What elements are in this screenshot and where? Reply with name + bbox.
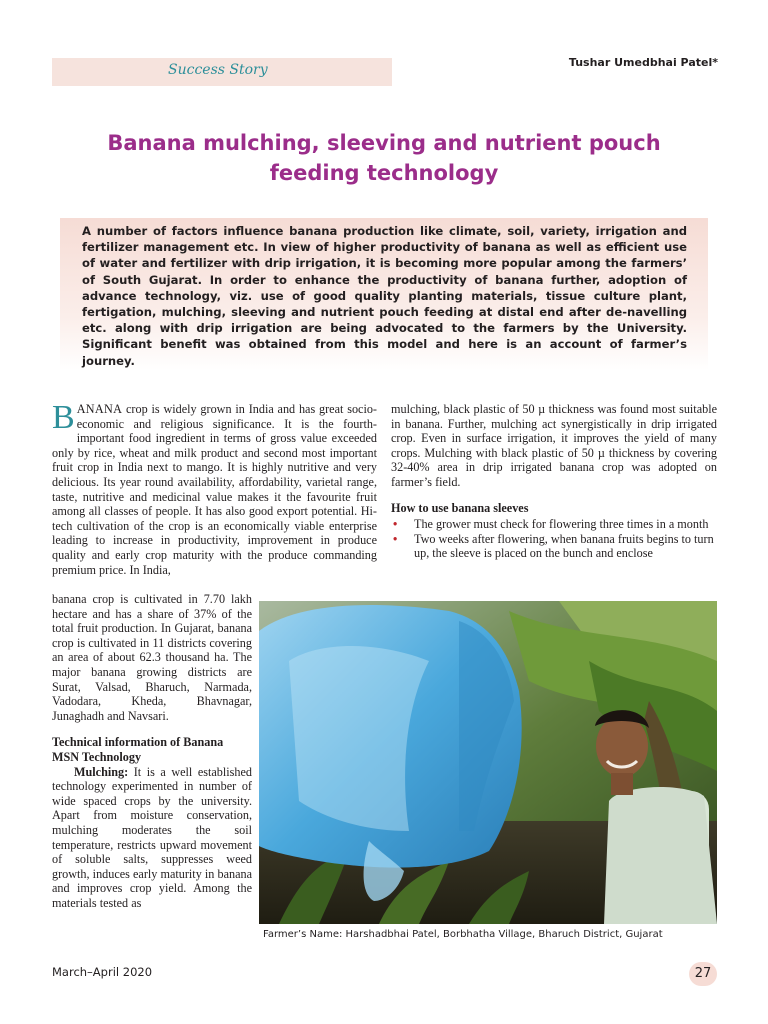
sleeves-heading: How to use banana sleeves — [391, 500, 529, 515]
title-line-1: Banana mulching, sleeving and nutrient pouch — [107, 131, 661, 155]
list-item: • The grower must check for flowering three times in a month — [393, 517, 709, 532]
farmer-photo — [259, 601, 717, 924]
title-line-2: feeding technology — [269, 161, 499, 185]
narrow-column — [52, 592, 252, 910]
author-name: Tushar Umedbhai Patel* — [568, 56, 718, 69]
intro-continued: banana crop is cultivated in 7.70 lakh hectare and has a share of 37% of the total fruit production. In Gujarat, banana crop is cultivated in 11 districts covering an area of about 62.3 thousand ha. The major banana growing districts are Surat, Valsad, Bharuch, Narmada, Vadodara, Kheda, Bhavnagar, Junaghadh and Navsari. — [52, 592, 252, 723]
intro-column — [52, 399, 377, 577]
mulching-text: It is a well established technology experimented in number of wide spaced crops by the university. Apart from moisture conservation, mulching moderates the soil temperature, restricts upward movement of soluble salts, suppresses weed growth, induces early maturity in banana and improves crop yield. Among the materials tested as — [52, 764, 252, 910]
right-column-paragraph: mulching, black plastic of 50 µ thickness was found most suitable in banana. Further, mulching act synergistically in drip irrigated crop. Even in surface irrigation, it improves the yield of many crops. Mulching with black plastic of 50 µ thickness by covering 32-40% area in drip irrigated banana crop was adopted on farmer’s field. — [391, 402, 717, 489]
section-banner — [52, 58, 392, 86]
intro-paragraph — [52, 399, 377, 577]
sleeves-list — [391, 517, 717, 561]
right-column — [391, 402, 717, 561]
mulching-label: Mulching: — [74, 764, 129, 779]
abstract-box — [60, 218, 708, 370]
photo-caption: Farmer’s Name: Harshadbhai Patel, Borbhatha Village, Bharuch District, Gujarat — [263, 929, 663, 940]
list-item: • Two weeks after flowering, when banana fruits begins to turn up, the sleeve is placed on the bunch and enclose — [393, 531, 714, 561]
drop-cap: B — [52, 399, 75, 436]
bullet-icon: • — [393, 517, 398, 532]
bullet-icon: • — [393, 531, 398, 546]
page-number: 27 — [689, 962, 717, 986]
issue-date: March–April 2020 — [52, 965, 153, 979]
mulching-paragraph — [52, 765, 252, 911]
intro-caps: ANANA — [76, 402, 123, 416]
abstract-text: A number of factors influence banana production like climate, soil, variety, irrigation and fertilizer management etc. In view of higher productivity of banana as well as efficient use of water and fertilizer with drip irrigation, it is becoming more popular among the farmers’ of South Gujarat. In order to enhance the productivity of banana further, adoption of advance technology, viz. use of good quality planting materials, tissue culture plant, fertigation, mulching, sleeving and nutrient pouch feeding at distal end after de-navelling etc. along with drip irrigation are being advocated to the farmers by the University. Significant benefit was obtained from this model and here is an account of farmer’s journey. — [82, 224, 687, 368]
article-title — [60, 128, 708, 188]
intro-text: crop is widely grown in India and has great socio-economic and religious significance. It is the fourth-important food ingredient in terms of gross value exceeded only by rice, wheat and milk product and second most important fruit crop in India next to mango. It is highly nutritive and very delicious. Its year round availability, affordability, varietal range, taste, nutritive and medicinal value makes it the favourite fruit among all classes of people. It has also good export potential. Hi-tech cultivation of the crop is an economically viable enterprise leading to increase in productivity, improvement in produce quality and early crop maturity with the produce commanding premium price. In India, — [52, 402, 377, 577]
section-label: Success Story — [168, 62, 268, 78]
tech-heading: Technical information of Banana MSN Technology — [52, 735, 224, 764]
